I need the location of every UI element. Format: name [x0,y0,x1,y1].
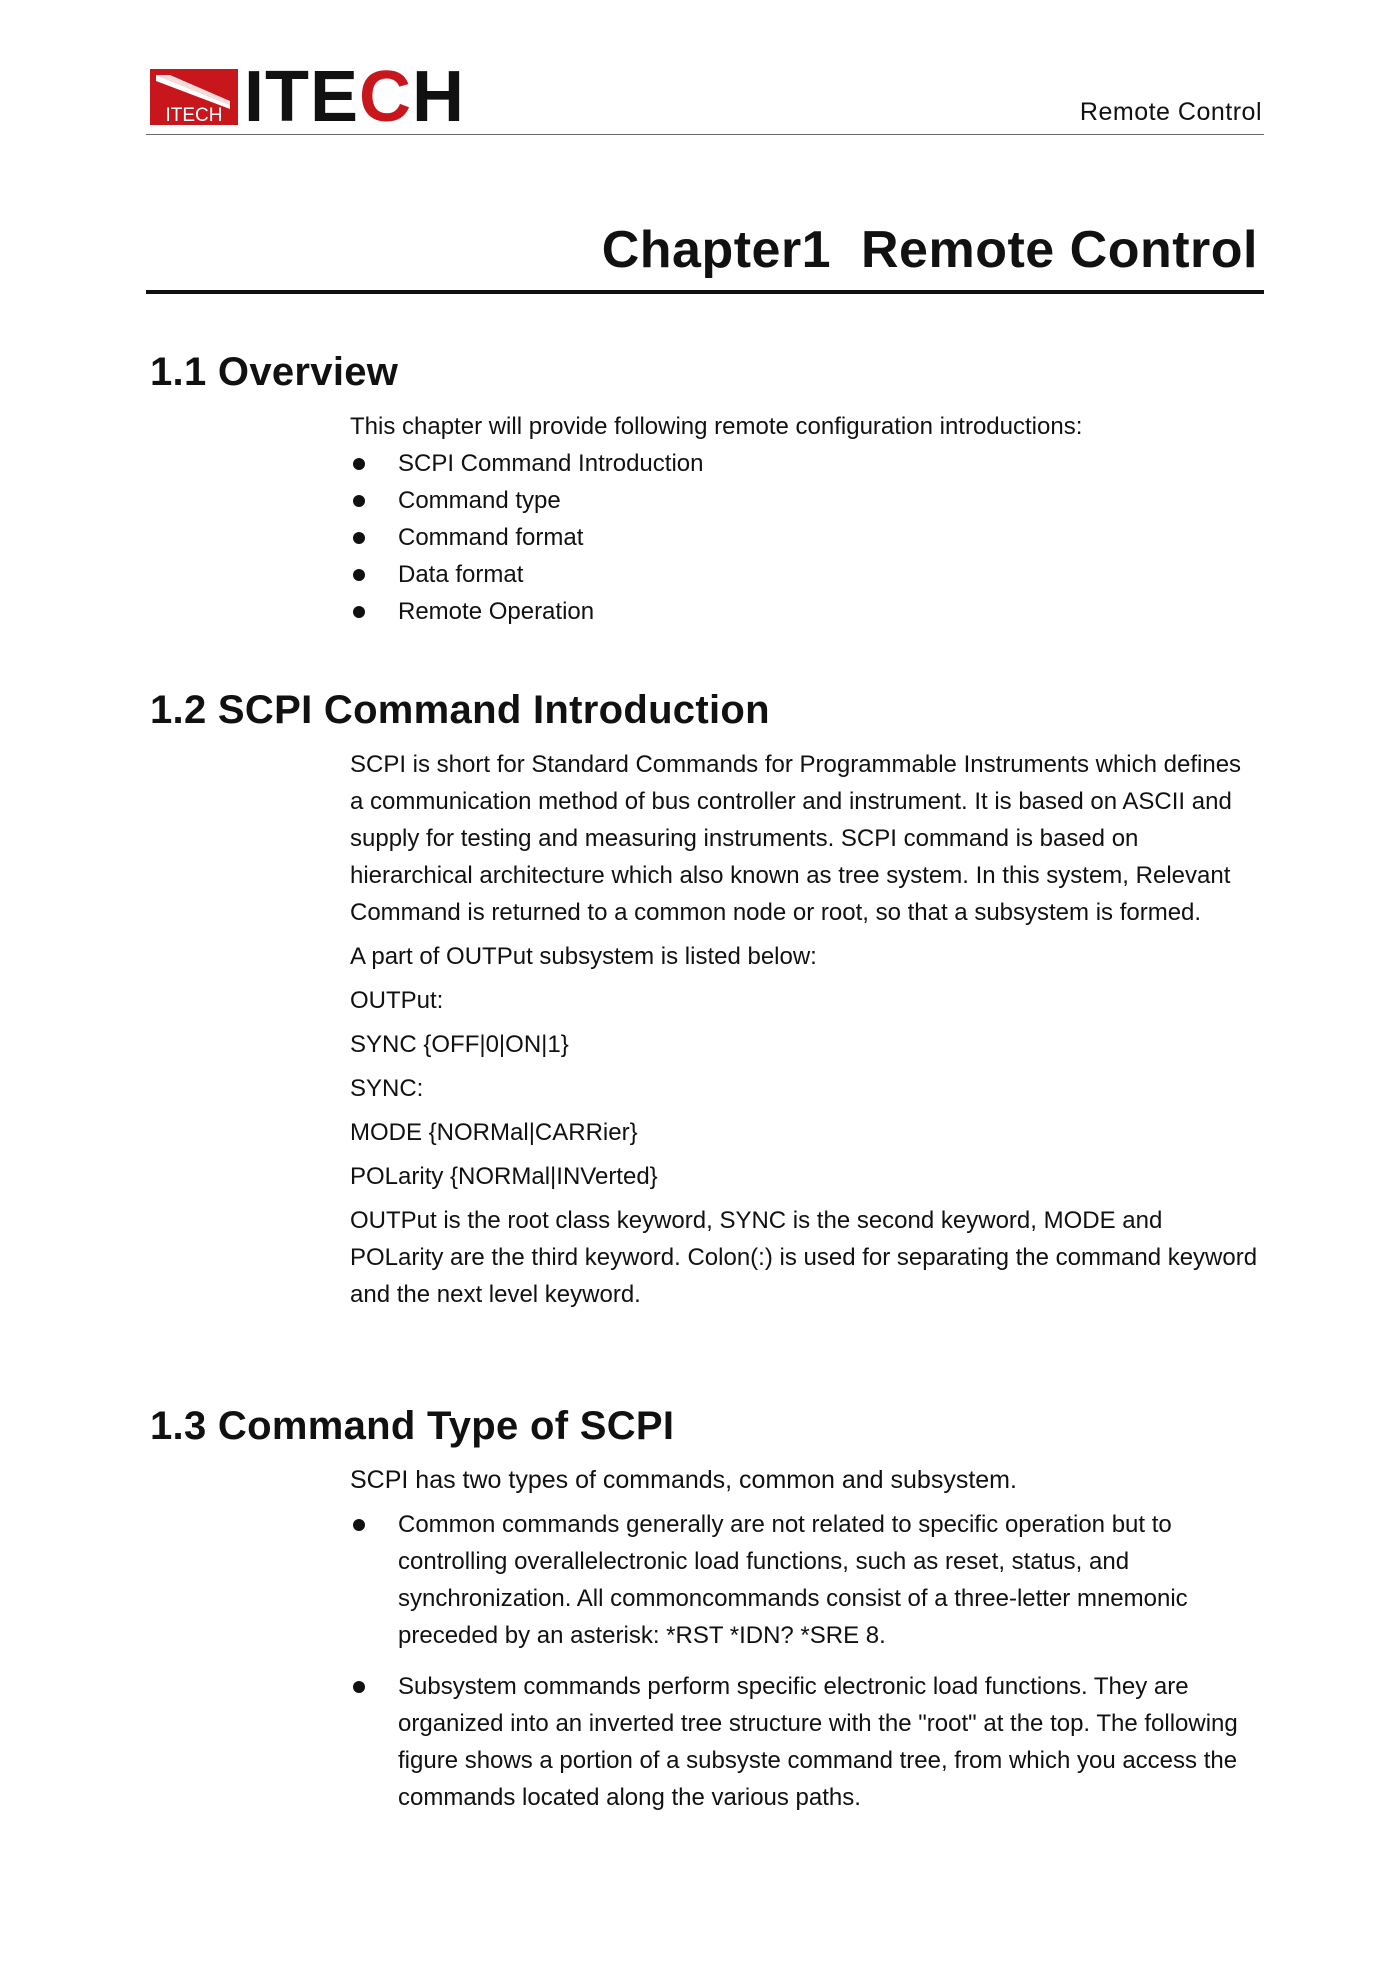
list-item [350,445,1260,482]
code-line: POLarity {NORMal|INVerted} [350,1163,658,1190]
itech-logo-mark-icon [150,69,238,125]
bullet-dot-icon [353,1519,365,1531]
overview-body [350,408,1260,630]
scpi-intro-paragraph-2: A part of OUTPut subsystem is listed below: [350,943,817,970]
page-header [146,57,1264,137]
bullet-dot-icon [353,1681,365,1693]
bullet-dot-icon [353,569,365,581]
list-item-text: Remote Operation [398,598,595,625]
logo-mark-text: ITECH [165,105,223,125]
bullet-dot-icon [353,495,365,507]
bullet-dot-icon [353,458,365,470]
logo-wordmark-e: E [309,57,360,137]
logo-wordmark-c: C [359,57,413,137]
scpi-intro-body [350,746,1260,1313]
command-type-list [350,1506,1260,1816]
list-item [350,482,1260,519]
logo-wordmark-h: H [412,57,466,137]
list-item-text: Command type [398,487,561,514]
code-line: MODE {NORMal|CARRier} [350,1119,638,1146]
list-item-text: Common commands generally are not related to specific operation but to controlling overallelectronic load functions, such as reset, status, and synchronization. All commoncommands consist of a three-letter mnemonic preceded by an asterisk: *RST *IDN? *SRE 8. [398,1511,1188,1649]
running-header-title: Remote Control [1079,98,1262,126]
logo-wordmark-it: IT [244,57,310,137]
section-heading-command-type: 1.3 Command Type of SCPI [150,1404,675,1448]
list-item-text: Subsystem commands perform specific electronic load functions. They are organized into an inverted tree structure with the "root" at the top. The following figure shows a portion of a subsyste command tree, from which you access the commands located along the various paths. [398,1673,1238,1811]
overview-intro: This chapter will provide following remote configuration introductions: [350,413,1083,440]
bullet-dot-icon [353,532,365,544]
code-line: SYNC: [350,1075,424,1102]
list-item [350,1668,1260,1816]
list-item-text: SCPI Command Introduction [398,450,704,477]
overview-list [350,445,1260,630]
list-item-text: Data format [398,561,524,588]
chapter-title-block [146,214,1264,294]
itech-logo [150,57,466,137]
chapter-title: Chapter1 Remote Control [601,221,1258,279]
bullet-dot-icon [353,606,365,618]
code-line: SYNC {OFF|0|ON|1} [350,1031,569,1058]
list-item-text: Command format [398,524,584,551]
list-item [350,593,1260,630]
code-line: OUTPut: [350,987,444,1014]
section-heading-scpi-intro: 1.2 SCPI Command Introduction [150,688,770,732]
list-item [350,519,1260,556]
scpi-intro-paragraph-1: SCPI is short for Standard Commands for Programmable Instruments which defines a communication method of bus controller and instrument. It is based on ASCII and supply for testing and measuring instruments. SCPI command is based on hierarchical architecture which also known as tree system. In this system, Relevant Command is returned to a common node or root, so that a subsystem is formed. [350,751,1242,926]
section-heading-overview: 1.1 Overview [150,350,399,394]
command-type-body [350,1462,1260,1816]
list-item [350,1506,1260,1654]
list-item [350,556,1260,593]
logo-wordmark [244,57,466,137]
scpi-intro-paragraph-3: OUTPut is the root class keyword, SYNC is the second keyword, MODE and POLarity are the third keyword. Colon(:) is used for separating the command keyword and the next level keyword. [350,1207,1258,1308]
command-type-intro: SCPI has two types of commands, common and subsystem. [350,1466,1017,1494]
